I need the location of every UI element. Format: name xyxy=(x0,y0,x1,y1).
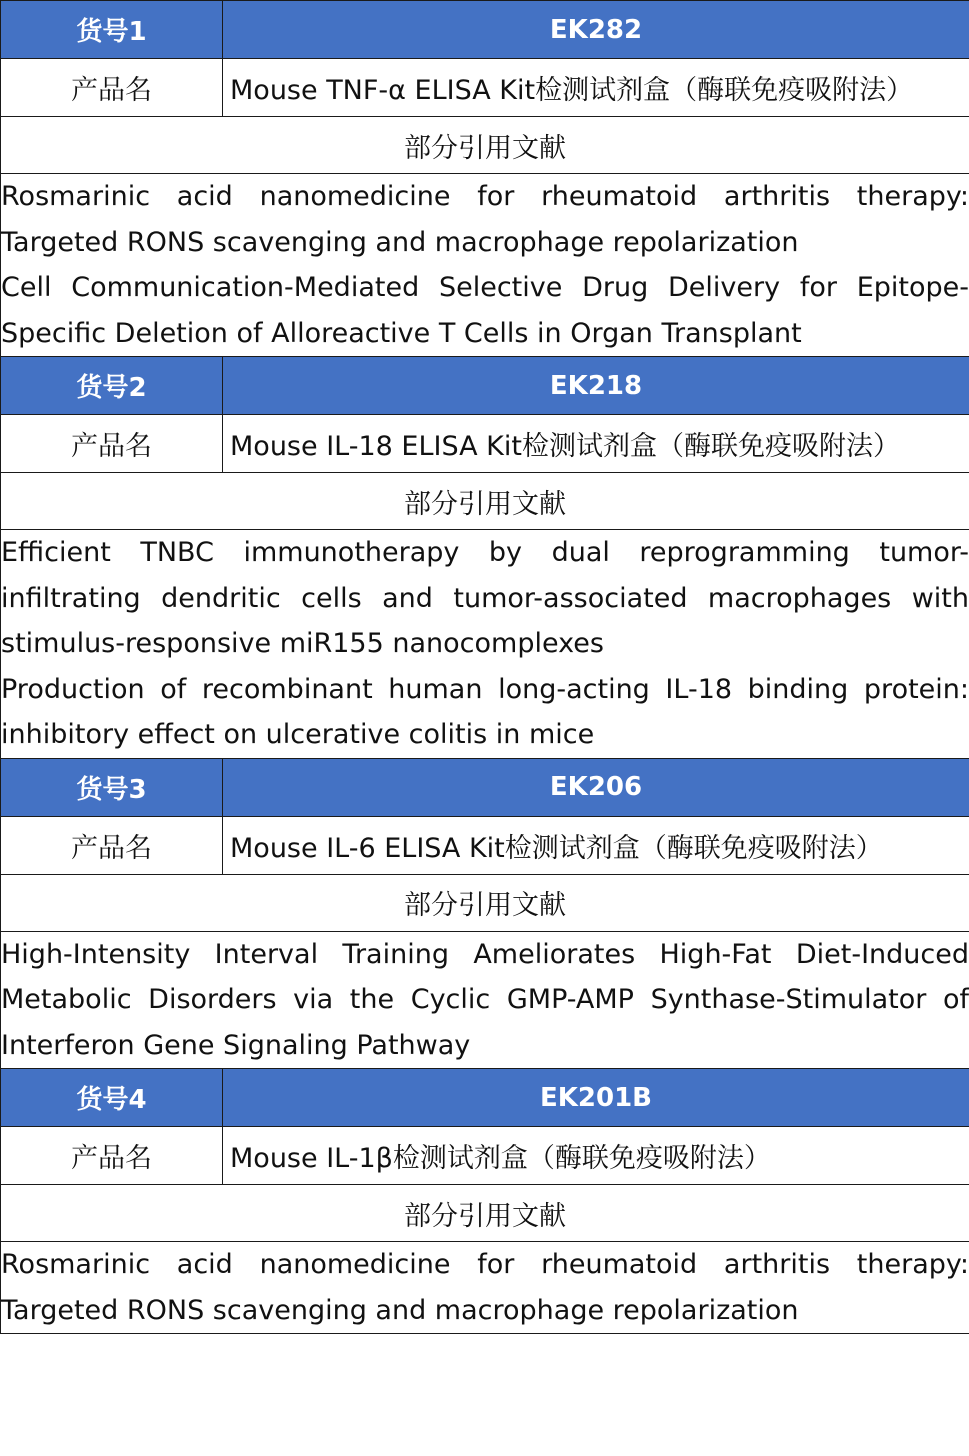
references-row xyxy=(1,1242,969,1334)
citations-title-row xyxy=(1,1185,969,1242)
product-name: Mouse IL-1β检测试剂盒（酶联免疫吸附法） xyxy=(223,1127,969,1185)
references-cell xyxy=(1,1242,969,1334)
product-header-row xyxy=(1,758,969,816)
reference-item: Cell Communication-Mediated Selective Drug Delivery for Epitope-Specific Deletion of Alloreactive T Cells in Organ Transplant xyxy=(1,272,969,349)
references-row xyxy=(1,931,969,1069)
product-name-row xyxy=(1,415,969,473)
product-name: Mouse IL-18 ELISA Kit检测试剂盒（酶联免疫吸附法） xyxy=(223,415,969,473)
product-code: EK218 xyxy=(223,357,969,415)
product-header-row xyxy=(1,1069,969,1127)
product-code: EK206 xyxy=(223,758,969,816)
product-name-label: 产品名 xyxy=(1,59,223,117)
product-name-label: 产品名 xyxy=(1,415,223,473)
product-name: Mouse TNF-α ELISA Kit检测试剂盒（酶联免疫吸附法） xyxy=(223,59,969,117)
product-code: EK282 xyxy=(223,1,969,59)
product-id-label: 货号3 xyxy=(1,758,223,816)
citations-title-row xyxy=(1,473,969,530)
product-name-row xyxy=(1,59,969,117)
product-id-label: 货号4 xyxy=(1,1069,223,1127)
references-cell xyxy=(1,931,969,1069)
product-header-row xyxy=(1,1,969,59)
product-name-label: 产品名 xyxy=(1,1127,223,1185)
citations-title-row xyxy=(1,117,969,174)
references-cell xyxy=(1,174,969,357)
citations-title: 部分引用文献 xyxy=(1,1185,969,1242)
reference-item: Efficient TNBC immunotherapy by dual reprogramming tumor-infiltrating dendritic cells and tumor-associated macrophages with stimulus-responsive miR155 nanocomplexes xyxy=(1,537,969,659)
references-row xyxy=(1,530,969,759)
references-row xyxy=(1,174,969,357)
reference-item: Rosmarinic acid nanomedicine for rheumatoid arthritis therapy: Targeted RONS scavenging and macrophage repolarization xyxy=(1,1249,969,1326)
product-id-label: 货号1 xyxy=(1,1,223,59)
citations-title: 部分引用文献 xyxy=(1,473,969,530)
product-name-row xyxy=(1,816,969,874)
product-name-label: 产品名 xyxy=(1,816,223,874)
product-header-row xyxy=(1,357,969,415)
product-code: EK201B xyxy=(223,1069,969,1127)
product-name-row xyxy=(1,1127,969,1185)
reference-item: Production of recombinant human long-acting IL-18 binding protein: inhibitory effect on ulcerative colitis in mice xyxy=(1,673,969,750)
reference-item: High-Intensity Interval Training Ameliorates High-Fat Diet-Induced Metabolic Disorders via the Cyclic GMP-AMP Synthase-Stimulator of Interferon Gene Signaling Pathway xyxy=(1,938,969,1061)
product-name: Mouse IL-6 ELISA Kit检测试剂盒（酶联免疫吸附法） xyxy=(223,816,969,874)
product-id-label: 货号2 xyxy=(1,357,223,415)
citations-title: 部分引用文献 xyxy=(1,117,969,174)
citations-title-row xyxy=(1,874,969,931)
citations-title: 部分引用文献 xyxy=(1,874,969,931)
references-cell xyxy=(1,530,969,759)
reference-item: Rosmarinic acid nanomedicine for rheumatoid arthritis therapy: Targeted RONS scavenging and macrophage repolarization xyxy=(1,181,969,258)
